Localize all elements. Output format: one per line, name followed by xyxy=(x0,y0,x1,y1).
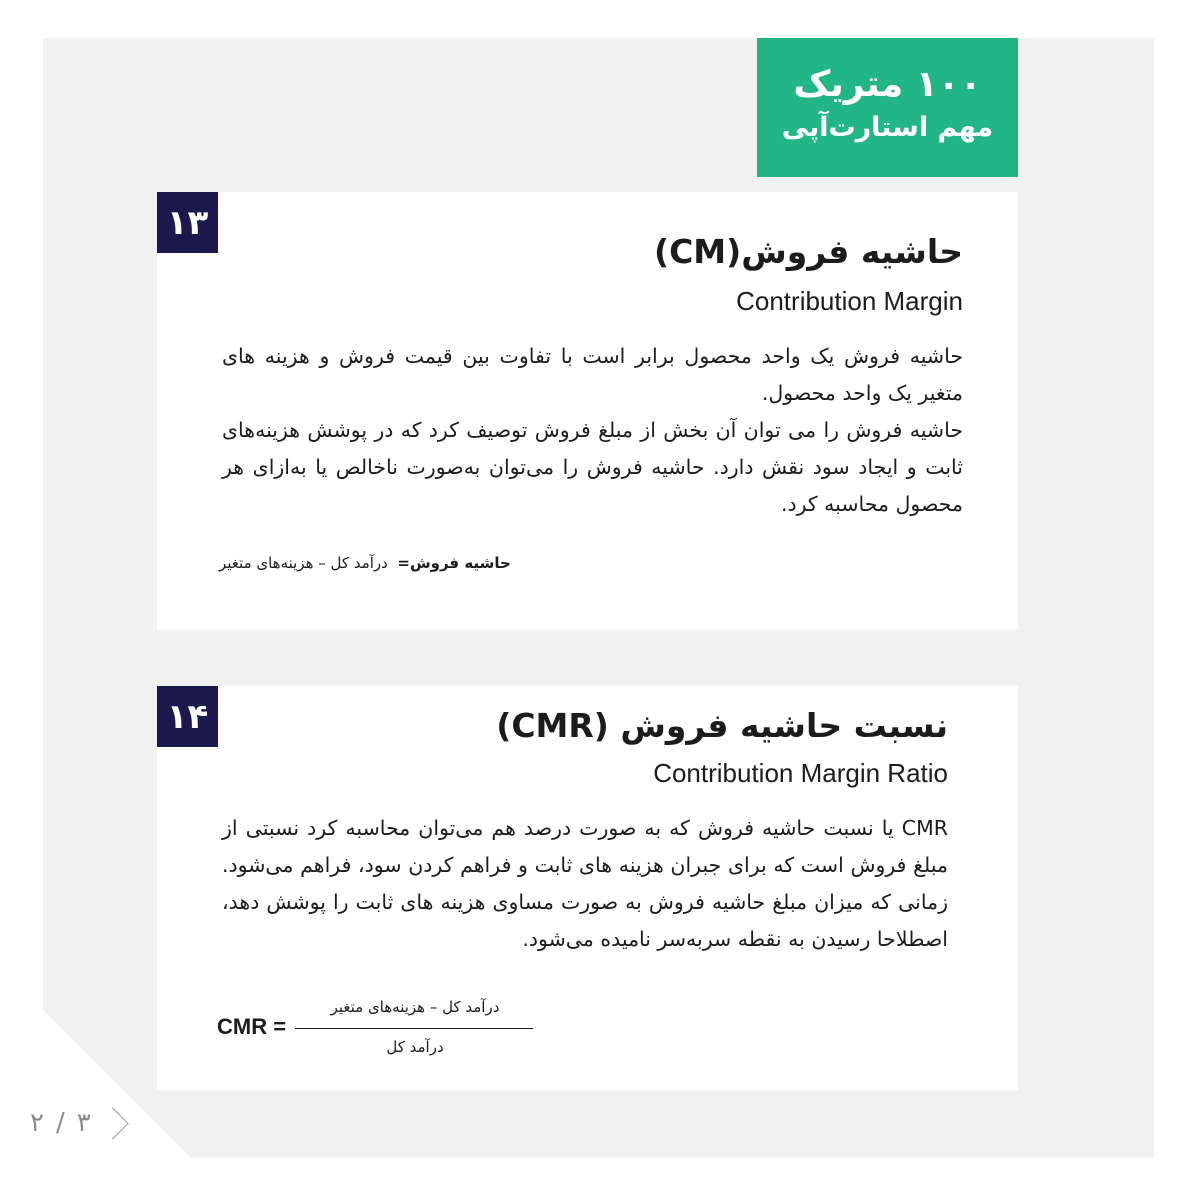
metric-number-badge: ۱۳ xyxy=(157,192,218,253)
description-paragraph: حاشیه فروش یک واحد محصول برابر است با تفاوت بین قیمت فروش و هزینه های متغیر یک واحد محصول. xyxy=(222,344,963,405)
pagination xyxy=(30,1100,150,1146)
metric-title: نسبت حاشیه فروش (CMR) xyxy=(496,706,948,745)
metric-card-14 xyxy=(157,686,1018,1090)
chevron-right-icon[interactable] xyxy=(96,1107,129,1140)
formula-numerator: درآمد کل – هزینه‌های متغیر xyxy=(330,998,500,1016)
formula-label: CMR = xyxy=(217,1014,287,1039)
metric-number-badge: ۱۴ xyxy=(157,686,218,747)
metric-description xyxy=(222,810,948,958)
page-total: ۲ xyxy=(30,1108,44,1138)
banner-subtitle: مهم استارت‌آپی xyxy=(781,112,994,143)
cm-formula xyxy=(219,554,511,572)
fraction-bar xyxy=(295,1028,533,1029)
series-banner xyxy=(757,38,1018,177)
metric-english-title: Contribution Margin Ratio xyxy=(653,758,948,788)
page-separator: / xyxy=(55,1108,65,1138)
banner-title: ۱۰۰ متریک xyxy=(793,64,982,105)
page-current: ۳ xyxy=(76,1108,91,1138)
metric-title: حاشیه فروش(CM) xyxy=(653,232,963,271)
formula-denominator: درآمد کل xyxy=(386,1038,444,1056)
cmr-formula xyxy=(217,998,537,1058)
metric-card-13 xyxy=(157,192,1018,630)
description-paragraph: حاشیه فروش را می توان آن بخش از مبلغ فروش توصیف کرد که در پوشش هزینه‌های ثابت و ایجاد سود نقش دارد. حاشیه فروش را می‌توان به‌صورت ناخالص یا به‌ازای هر محصول محاسبه کرد. xyxy=(222,418,963,516)
formula-equals: = xyxy=(397,554,410,572)
formula-label: حاشیه فروش xyxy=(409,554,511,572)
metric-english-title: Contribution Margin xyxy=(736,286,963,316)
metric-description xyxy=(222,338,963,523)
description-paragraph: CMR یا نسبت حاشیه فروش که به صورت درصد هم می‌توان محاسبه کرد نسبتی از مبلغ فروش است که برای جبران هزینه های ثابت و فراهم کردن سود، فراهم می‌شود. زمانی که میزان مبلغ حاشیه فروش به صورت مساوی هزینه های ثابت را پوشش دهد، اصطلاحا رسیدن به نقطه سربه‌سر نامیده می‌شود. xyxy=(222,816,948,951)
formula-expression: درآمد کل – هزینه‌های متغیر xyxy=(219,554,388,572)
